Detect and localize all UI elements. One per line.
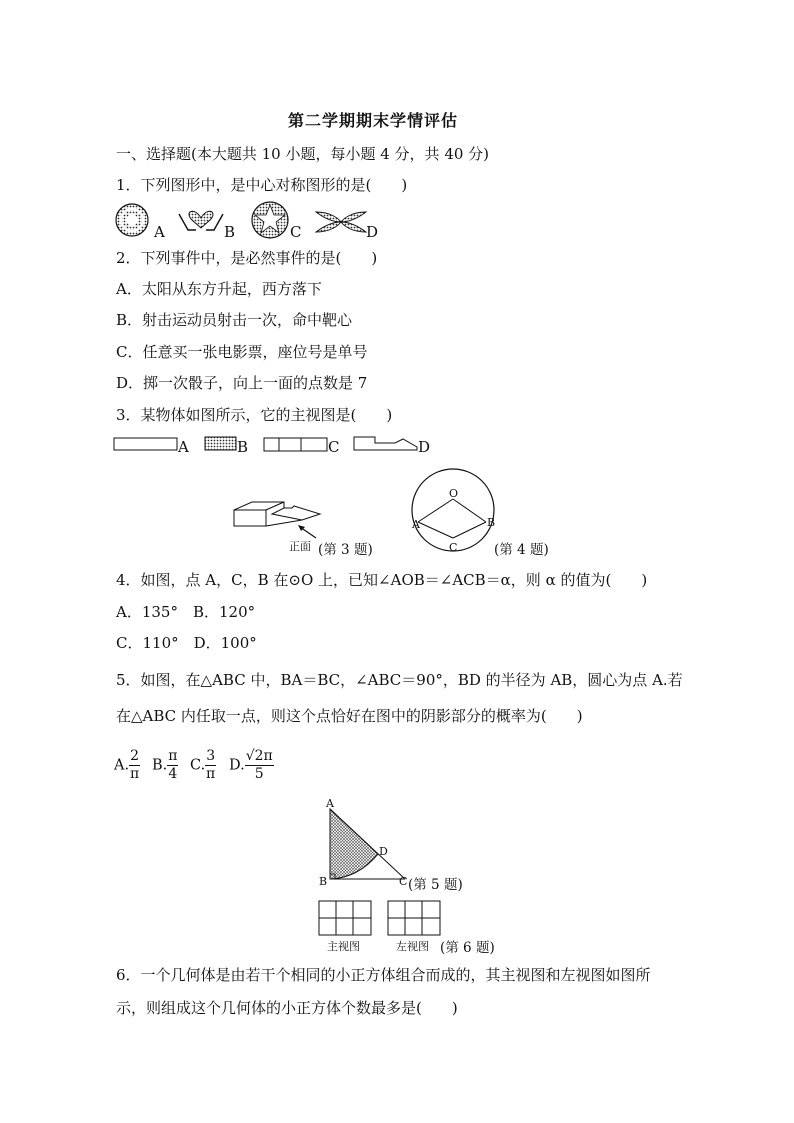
q4-caption: (第 4 题) — [494, 542, 549, 558]
question-5-stem-line2: 在△ABC 内任取一点，则这个点恰好在图中的阴影部分的概率为( ) — [116, 707, 583, 725]
section-heading: 一、选择题(本大题共 10 小题，每小题 4 分，共 40 分) — [116, 145, 490, 163]
q1-label-b: B — [224, 223, 236, 241]
q2-option-d: D．掷一次骰子，向上一面的点数是 7 — [116, 374, 368, 392]
q4-point-a: A — [412, 518, 420, 531]
question-2-stem: 2．下列事件中，是必然事件的是( ) — [116, 249, 378, 267]
question-5-stem-line1: 5．如图，在△ABC 中，BA＝BC，∠ABC＝90°，BD 的半径为 AB，圆心为点 A.若 — [116, 671, 683, 689]
question-6-stem-line1: 6．一个几何体是由若干个相同的小正方体组合而成的，其主视图和左视图如图所 — [116, 966, 651, 984]
q3-label-d: D — [418, 438, 431, 456]
q6-front-label: 主视图 — [327, 940, 360, 953]
q5-caption: (第 5 题) — [408, 877, 463, 893]
q6-left-label: 左视图 — [396, 940, 429, 953]
q1-label-d: D — [366, 223, 379, 241]
q1-figure-a — [114, 202, 154, 238]
q3-option-c-figure — [263, 437, 329, 453]
q1-figure-d — [314, 208, 368, 236]
q3-front-label: 正面 — [289, 540, 311, 553]
q3-option-b-figure — [204, 436, 238, 452]
q3-label-c: C — [328, 438, 340, 456]
q1-figure-c — [250, 200, 290, 240]
q6-front-view — [318, 900, 374, 938]
q3-label-a: A — [178, 438, 189, 456]
q5-option-d: D. $\frac{√2\pi}{5}$ — [229, 748, 273, 782]
q6-caption: (第 6 题) — [440, 940, 495, 956]
q5-option-a: A. $\frac{2}{\pi}$ — [114, 748, 140, 782]
q4-point-c: C — [449, 541, 458, 554]
q5-point-d: D — [379, 845, 388, 858]
q4-point-o: O — [449, 487, 459, 500]
q4-options-row2: C．110° D．100° — [116, 634, 257, 652]
q5-point-a: A — [326, 797, 334, 810]
q5-option-c: C. $\frac{3}{\pi}$ — [190, 748, 216, 782]
question-6-stem-line2: 示，则组成这个几何体的小正方体个数最多是( ) — [116, 999, 458, 1017]
q4-options-row1: A．135° B．120° — [116, 603, 256, 621]
q6-left-view — [387, 900, 443, 938]
q5-point-c: C — [399, 875, 408, 888]
q1-figure-b — [176, 204, 226, 236]
question-1-stem: 1．下列图形中，是中心对称图形的是( ) — [116, 176, 408, 194]
q2-option-a: A．太阳从东方升起，西方落下 — [116, 280, 322, 298]
question-3-stem: 3．某物体如图所示，它的主视图是( ) — [116, 406, 393, 424]
q5-point-b: B — [319, 875, 328, 888]
q3-label-b: B — [237, 438, 249, 456]
question-4-stem: 4．如图，点 A，C，B 在⊙O 上，已知∠AOB＝∠ACB＝α，则 α 的值为( ) — [116, 571, 648, 589]
q3-option-d-figure — [353, 433, 419, 453]
q2-option-b: B．射击运动员射击一次，命中靶心 — [116, 311, 353, 329]
q1-label-c: C — [290, 223, 302, 241]
page-title: 第二学期期末学情评估 — [288, 111, 459, 130]
q3-caption: (第 3 题) — [318, 542, 373, 558]
q4-point-b: B — [487, 516, 496, 529]
q3-option-a-figure — [113, 437, 179, 453]
q5-option-b: B. $\frac{\pi}{4}$ — [152, 748, 178, 782]
q2-option-c: C．任意买一张电影票，座位号是单号 — [116, 343, 368, 361]
q1-label-a: A — [154, 223, 165, 241]
